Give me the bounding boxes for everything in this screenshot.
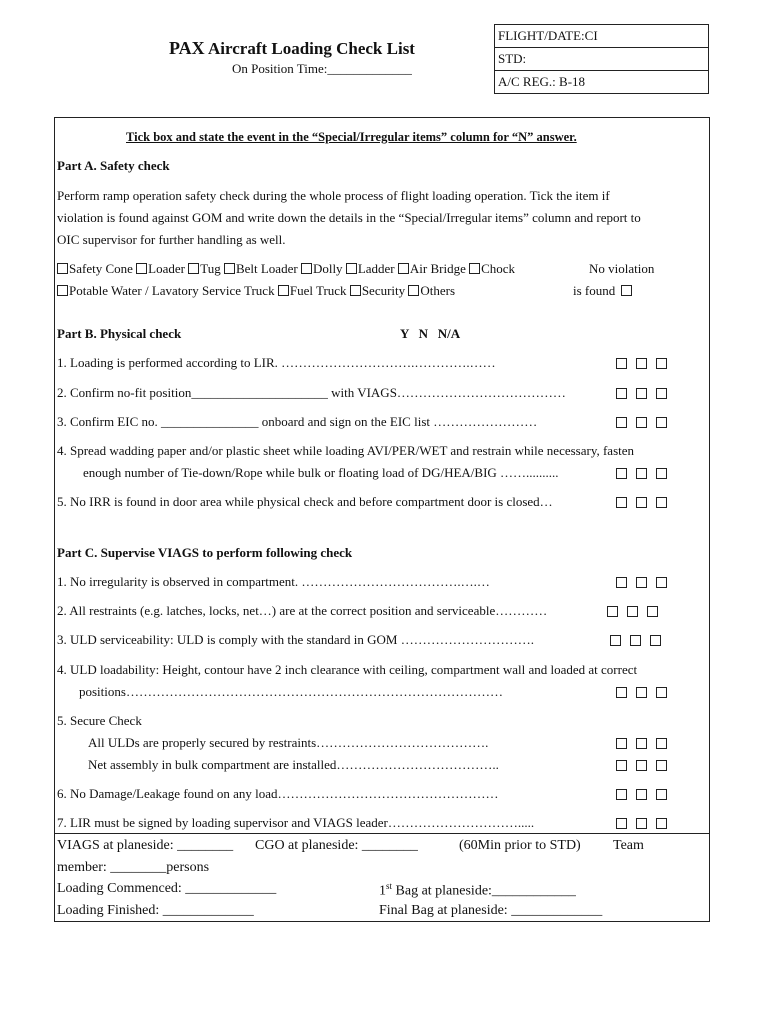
viags-at-planeside-field[interactable]: VIAGS at planeside: ________ — [57, 838, 234, 853]
checkbox[interactable] — [346, 263, 357, 274]
part-a-items-row1 — [57, 261, 515, 277]
tug-option[interactable]: Tug — [188, 261, 220, 276]
check-item: 7. LIR must be signed by loading supervisor and VIAGS leader…………………………..... — [57, 815, 535, 830]
na-checkbox[interactable] — [656, 358, 667, 369]
na-checkbox[interactable] — [656, 497, 667, 508]
title-pax: PAX — [169, 38, 205, 58]
na-checkbox[interactable] — [656, 417, 667, 428]
team-label: Team — [613, 838, 644, 853]
check-item-continued: enough number of Tie-down/Rope while bulk or floating load of DG/HEA/BIG …….......... — [83, 465, 559, 480]
na-checkbox[interactable] — [656, 577, 667, 588]
yes-checkbox[interactable] — [610, 635, 621, 646]
loading-commenced-field[interactable]: Loading Commenced: _____________ — [57, 881, 277, 896]
yes-checkbox[interactable] — [616, 738, 627, 749]
ynna-checkboxes — [616, 356, 676, 372]
no-checkbox[interactable] — [636, 497, 647, 508]
check-item: 1. No irregularity is observed in compartment. ……………………………….….… — [57, 574, 490, 589]
checkbox[interactable] — [188, 263, 199, 274]
yes-checkbox[interactable] — [616, 789, 627, 800]
check-item: 5. Secure Check — [57, 713, 142, 728]
air-bridge-option[interactable]: Air Bridge — [398, 261, 466, 276]
ynna-checkboxes — [616, 386, 676, 402]
part-a-heading: Part A. Safety check — [57, 158, 170, 173]
no-checkbox[interactable] — [636, 760, 647, 771]
no-checkbox[interactable] — [636, 789, 647, 800]
check-item: 5. No IRR is found in door area while physical check and before compartment door is closed… — [57, 494, 553, 509]
part-c-heading: Part C. Supervise VIAGS to perform following check — [57, 545, 353, 560]
checkbox[interactable] — [350, 285, 361, 296]
part-a-paragraph-line: violation is found against GOM and write down the details in the “Special/Irregular items” column and report to — [57, 210, 641, 225]
no-checkbox[interactable] — [636, 468, 647, 479]
checkbox[interactable] — [136, 263, 147, 274]
title-rest: Aircraft Loading Check List — [204, 39, 415, 58]
part-b-heading: Part B. Physical check — [57, 326, 182, 341]
ynna-checkboxes — [616, 816, 676, 832]
check-item-continued: positions…………………………………………………………………………… — [79, 684, 503, 699]
instruction-text: Tick box and state the event in the “Special/Irregular items” column for “N” answer. — [126, 130, 577, 144]
final-bag-field[interactable]: Final Bag at planeside: _____________ — [379, 903, 603, 918]
on-position-time-field[interactable]: On Position Time:_____________ — [232, 61, 412, 76]
checkbox[interactable] — [398, 263, 409, 274]
no-violation-option[interactable] — [573, 283, 633, 299]
checkbox[interactable] — [301, 263, 312, 274]
ac-reg-field[interactable]: A/C REG.: B-18 — [498, 74, 586, 89]
na-checkbox[interactable] — [656, 468, 667, 479]
no-checkbox[interactable] — [636, 417, 647, 428]
check-item: 2. Confirm no-fit position_____________________ with VIAGS………………………………… — [57, 385, 566, 400]
prior-note: (60Min prior to STD) — [459, 838, 581, 853]
check-item: 3. ULD serviceability: ULD is comply with the standard in GOM …………………………. — [57, 632, 534, 647]
no-checkbox[interactable] — [636, 738, 647, 749]
na-checkbox[interactable] — [650, 635, 661, 646]
check-item: 4. Spread wadding paper and/or plastic sheet while loading AVI/PER/WET and restrain while necessary, fasten — [57, 443, 635, 458]
ladder-option[interactable]: Ladder — [346, 261, 395, 276]
check-item: 2. All restraints (e.g. latches, locks, net…) are at the correct position and serviceable………… — [57, 603, 548, 618]
no-checkbox[interactable] — [636, 388, 647, 399]
flight-info-box — [494, 24, 709, 94]
potable-water-option[interactable]: Potable Water / Lavatory Service Truck — [57, 283, 275, 298]
page-title — [169, 38, 415, 59]
security-option[interactable]: Security — [350, 283, 405, 298]
na-checkbox[interactable] — [656, 388, 667, 399]
part-a-paragraph-line: OIC supervisor for further handling as well. — [57, 232, 286, 247]
ynna-checkboxes — [616, 495, 676, 511]
ynna-checkboxes — [616, 787, 676, 803]
fuel-truck-option[interactable]: Fuel Truck — [278, 283, 347, 298]
belt-loader-option[interactable]: Belt Loader — [224, 261, 298, 276]
cgo-at-planeside-field[interactable]: CGO at planeside: ________ — [255, 838, 418, 853]
no-checkbox[interactable] — [636, 358, 647, 369]
ynna-checkboxes — [616, 466, 676, 482]
check-item: 6. No Damage/Leakage found on any load…………………………………………… — [57, 786, 499, 801]
check-subitem: Net assembly in bulk compartment are installed……………………………….. — [88, 757, 499, 772]
yes-checkbox[interactable] — [616, 687, 627, 698]
chock-option[interactable]: Chock — [469, 261, 515, 276]
yes-checkbox[interactable] — [616, 358, 627, 369]
yes-checkbox[interactable] — [616, 577, 627, 588]
checkbox[interactable] — [621, 285, 632, 296]
safety-cone-option[interactable]: Safety Cone — [57, 261, 133, 276]
flight-date-field[interactable]: FLIGHT/DATE:CI — [495, 25, 708, 48]
checkbox[interactable] — [224, 263, 235, 274]
yes-checkbox[interactable] — [616, 468, 627, 479]
no-checkbox[interactable] — [636, 577, 647, 588]
na-checkbox[interactable] — [656, 738, 667, 749]
ynna-checkboxes — [616, 575, 676, 591]
check-item: 1. Loading is performed according to LIR. ………………………….………….…… — [57, 355, 496, 370]
ynna-checkboxes — [607, 604, 667, 620]
ynna-checkboxes — [610, 633, 670, 649]
dolly-option[interactable]: Dolly — [301, 261, 343, 276]
check-item: 4. ULD loadability: Height, contour have 2 inch clearance with ceiling, compartment wall and loaded at correct — [57, 662, 638, 677]
yes-checkbox[interactable] — [616, 388, 627, 399]
yes-checkbox[interactable] — [616, 417, 627, 428]
loading-finished-field[interactable]: Loading Finished: _____________ — [57, 903, 254, 918]
team-member-field[interactable]: member: ________persons — [57, 860, 210, 875]
footer-divider — [54, 833, 710, 834]
checkbox[interactable] — [57, 263, 68, 274]
no-checkbox[interactable] — [627, 606, 638, 617]
na-checkbox[interactable] — [656, 818, 667, 829]
na-checkbox[interactable] — [647, 606, 658, 617]
std-field[interactable]: STD: — [495, 48, 708, 71]
no-checkbox[interactable] — [636, 687, 647, 698]
no-checkbox[interactable] — [636, 818, 647, 829]
first-bag-field[interactable]: 1st Bag at planeside:____________ — [379, 881, 576, 899]
checkbox[interactable] — [408, 285, 419, 296]
ynna-checkboxes — [616, 758, 676, 774]
no-checkbox[interactable] — [630, 635, 641, 646]
yes-checkbox[interactable] — [607, 606, 618, 617]
ynna-checkboxes — [616, 415, 676, 431]
checkbox[interactable] — [469, 263, 480, 274]
na-checkbox[interactable] — [656, 760, 667, 771]
na-checkbox[interactable] — [656, 687, 667, 698]
others-option[interactable]: Others — [408, 283, 455, 298]
checkbox[interactable] — [57, 285, 68, 296]
yes-checkbox[interactable] — [616, 760, 627, 771]
part-a-items-row2 — [57, 283, 455, 299]
ynna-checkboxes — [616, 736, 676, 752]
yes-checkbox[interactable] — [616, 818, 627, 829]
na-checkbox[interactable] — [656, 789, 667, 800]
check-subitem: All ULDs are properly secured by restraints…………………………………. — [88, 735, 489, 750]
loader-option[interactable]: Loader — [136, 261, 185, 276]
yn-column-header: Y N N/A — [400, 326, 461, 341]
yes-checkbox[interactable] — [616, 497, 627, 508]
part-a-paragraph-line: Perform ramp operation safety check during the whole process of flight loading operation. Tick the item if — [57, 188, 610, 203]
checkbox[interactable] — [278, 285, 289, 296]
is-found-label: is found — [573, 283, 616, 298]
ynna-checkboxes — [616, 685, 676, 701]
check-item: 3. Confirm EIC no. _______________ onboard and sign on the EIC list …………………… — [57, 414, 538, 429]
no-violation-label: No violation — [589, 261, 655, 276]
